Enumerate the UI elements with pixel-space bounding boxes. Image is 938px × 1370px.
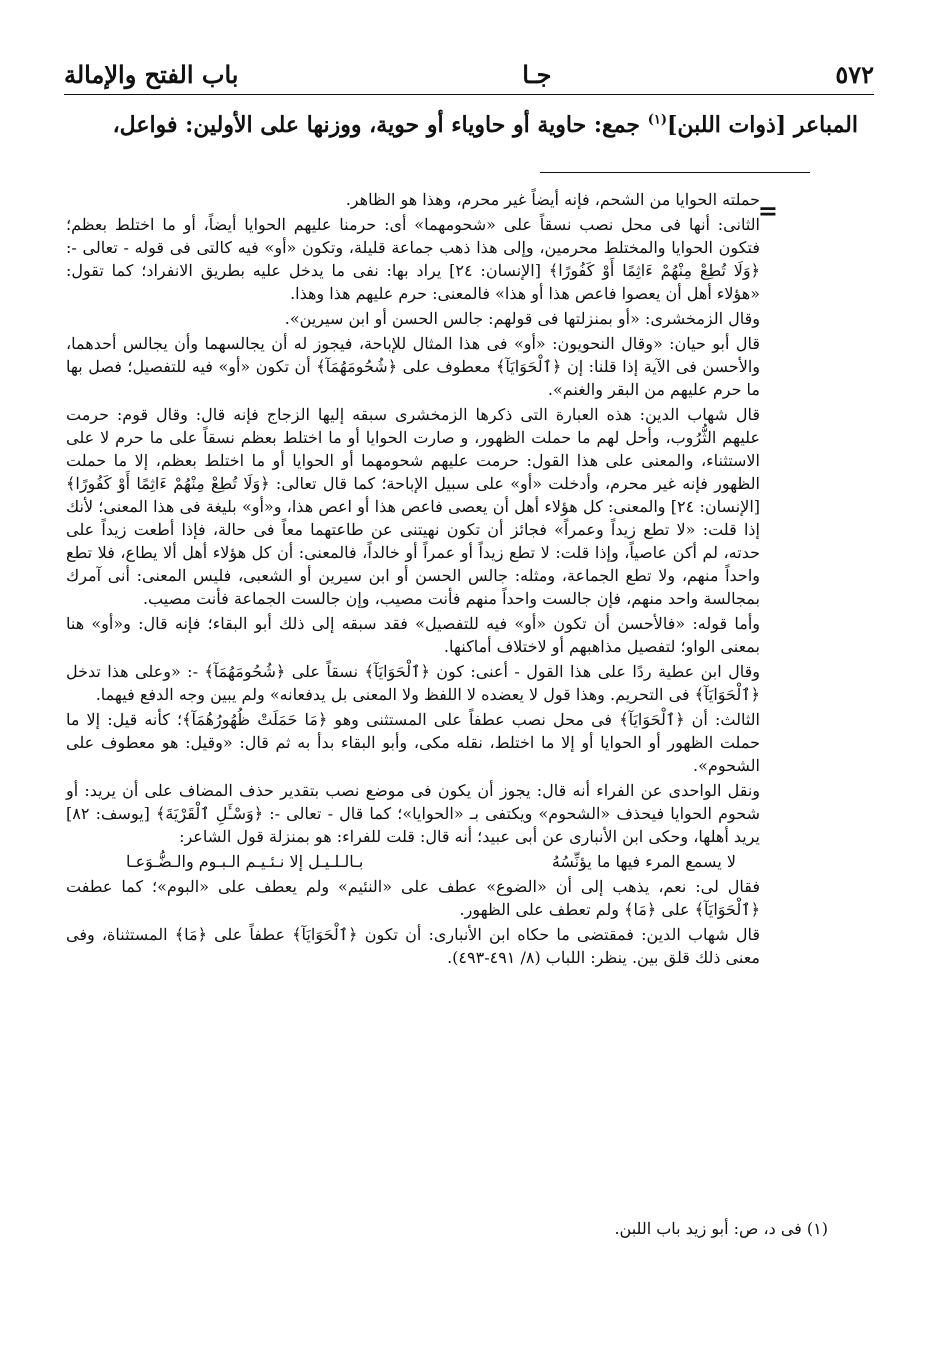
chapter-title: باب الفتح والإمالة <box>64 59 239 89</box>
commentary-paragraph: فقال لى: نعم، يذهب إلى أن «الضوع» عطف على «النئيم» ولم يعطف على «البوم»؛ كما عطفت ﴿ٱلْحَوَايَآ﴾ على ﴿مَا﴾ ولم تعطف على الظهور. <box>66 877 760 919</box>
commentary-paragraph: قال شهاب الدين: هذه العبارة التى ذكرها الزمخشرى سبقه إليها الزجاج فإنه قال: وقال قوم: حرمت عليهم الثُّرُوب، وأحل لهم ما حملت الظهور، و صارت الحوايا أو ما اختلط بعظم نسقاً على ما حرم لا على الاستثناء، والمعنى على هذا القول: حرمت عليهم شحومهما أو الحوايا أو ما اختلط بعظم، إلا ما حملت الظهور فإنه غير محرم، وأدخلت «أو» على سبيل الإباحة؛ كما قال تعالى: ﴿وَلَا تُطِعْ مِنْهُمْ ءَاثِمًا أَوْ كَفُورًا﴾ [الإنسان: ٢٤] والمعنى: كل هؤلاء أهل أن يعصى فاعص هذا أو اعص هذا، و«أو» بليغة فى هذا المعنى؛ لأنك إذا قلت: «لا تطع زيداً وعمراً» فجائز أن تكون نهيتنى عن طاعتهما معاً فى حالة، فإذا أطعت زيداً على حدته، لم أكن عاصياً، وإذا قلت: لا تطع زيداً أو عمراً أو خالداً، فالمعنى: أن كل هؤلاء أهل ألا يطاع، فلا تطع واحداً منهم، ولا تطع الجماعة، ومثله: جالس الحسن أو ابن سيرين أو الشعبى، فليس المعنى: أنى آمرك بمجالسة واحد منهم، فإن جالست واحداً منهم فأنت مصيب، وإن جالست الجماعة فأنت مصيب. <box>66 405 761 608</box>
commentary-paragraph: حملته الحوايا من الشحم، فإنه أيضاً غير محرم، وهذا هو الظاهر. <box>345 190 760 209</box>
commentary-paragraph: الثالث: أن ﴿ٱلْحَوَايَآ﴾ فى محل نصب عطفاً على المستثنى وهو ﴿مَا حَمَلَتْ ظُهُورُهُمَآ﴾؛ كأنه قيل: إلا ما حملت الظهور أو الحوايا أو إلا ما اختلط، نقله مكى، وأبو البقاء بدأ به ثم قال: «وقيل: هو معطوف على الشحوم». <box>66 710 760 775</box>
page-header <box>64 54 874 94</box>
header-rule <box>64 94 874 95</box>
footnote-reference: (١) <box>647 112 667 128</box>
verse-second-hemistich: بـالـلـيـل إلا نـئـيـم الـبـوم والـضُّـوَعـا <box>126 852 364 871</box>
commentary-separator <box>540 172 810 173</box>
verse-first-hemistich: لا يسمع المرء فيها ما يؤنِّسُهُ <box>551 852 736 871</box>
main-text <box>64 112 858 138</box>
commentary-paragraph: وأما قوله: «فالأحسن أن تكون «أو» فيه للتفصيل» فقد سبقه إلى ذلك أبو البقاء؛ فإنه قال: و«أو» هنا بمعنى الواو؛ لتفصيل مذاهبهم أو لاختلاف أماكنها. <box>66 614 760 656</box>
main-text-after-note: جمع: حاوية أو حاوياء أو حوية، ووزنها على الأولين: فواعل، <box>112 112 648 138</box>
commentary-paragraph: ونقل الواحدى عن الفراء أنه قال: يجوز أن يكون فى موضع نصب بتقدير حذف المضاف على أن يريد: أو شحوم الحوايا فيحذف «الشحوم» ويكتفى بـ «الحوايا»؛ كما قال - تعالى -: ﴿وَسْـَٔلِ ٱلْقَرْيَةَ﴾ [يوسف: ٨٢] يريد أهلها، وحكى ابن الأنبارى عن أبى عبيد؛ أنه قال: قلت للفراء: هو بمنزلة قول الشاعر: <box>66 781 761 846</box>
commentary-paragraph: قال شهاب الدين: فمقتضى ما حكاه ابن الأنبارى: أن تكون ﴿ٱلْحَوَايَآ﴾ عطفاً على ﴿مَا﴾ المستثناة، وفى معنى ذلك قلق بين. ينظر: اللباب (٨/ ٤٩١-٤٩٣). <box>66 925 760 967</box>
continuation-marker: = <box>757 196 778 225</box>
main-text-before-note: المباعر [ذوات اللبن] <box>666 112 858 138</box>
poetry-verse <box>66 850 760 873</box>
commentary-paragraph: قال أبو حيان: «وقال النحويون: «أو» فى هذا المثال للإباحة، فيجوز له أن يجالسهما وأن يجالس أحدهما، والأحسن فى الآية إذا قلنا: إن ﴿ٱلْحَوَايَآ﴾ معطوف على ﴿شُحُومَهُمَآ﴾ أن تكون «أو» فيه للتفصيل؛ فصل بها ما حرم عليهم من البقر والغنم». <box>66 334 760 399</box>
footnote <box>120 1217 828 1240</box>
commentary-block <box>66 188 760 971</box>
footnote-number: (١) <box>806 1219 828 1238</box>
commentary-paragraph: وقال ابن عطية ردًا على هذا القول - أعنى: كون ﴿ٱلْحَوَايَآ﴾ نسقاً على ﴿شُحُومَهُمَآ﴾ -: «وعلى هذا تدخل ﴿ٱلْحَوَايَآ﴾ فى التحريم. وهذا قول لا يعضده لا اللفظ ولا المعنى بل يدفعانه» ولم يبين وجه الدفع فيهما. <box>66 662 760 704</box>
footnote-text: فى د، ص: أبو زيد باب اللبن. <box>614 1219 802 1238</box>
page-number: ٥٧٢ <box>835 59 874 89</box>
volume-number: جـا <box>522 59 552 89</box>
commentary-paragraph: الثانى: أنها فى محل نصب نسقاً على «شحومهما» أى: حرمنا عليهم الحوايا أيضاً، أو ما اختلط بعظم؛ فتكون الحوايا والمختلط محرمين، وإلى هذا ذهب جماعة قليلة، وتكون «أو» فيه كالتى فى قوله - تعالى -: ﴿وَلَا تُطِعْ مِنْهُمْ ءَاثِمًا أَوْ كَفُورًا﴾ [الإنسان: ٢٤] يراد بها: نفى ما يدخل عليه بطريق الانفراد؛ كما تقول: «هؤلاء أهل أن يعصوا فاعص هذا أو هذا» فالمعنى: حرم عليهم هذا وهذا. <box>66 215 761 303</box>
commentary-paragraph: وقال الزمخشرى: «أو بمنزلتها فى قولهم: جالس الحسن أو ابن سيرين». <box>284 309 760 328</box>
